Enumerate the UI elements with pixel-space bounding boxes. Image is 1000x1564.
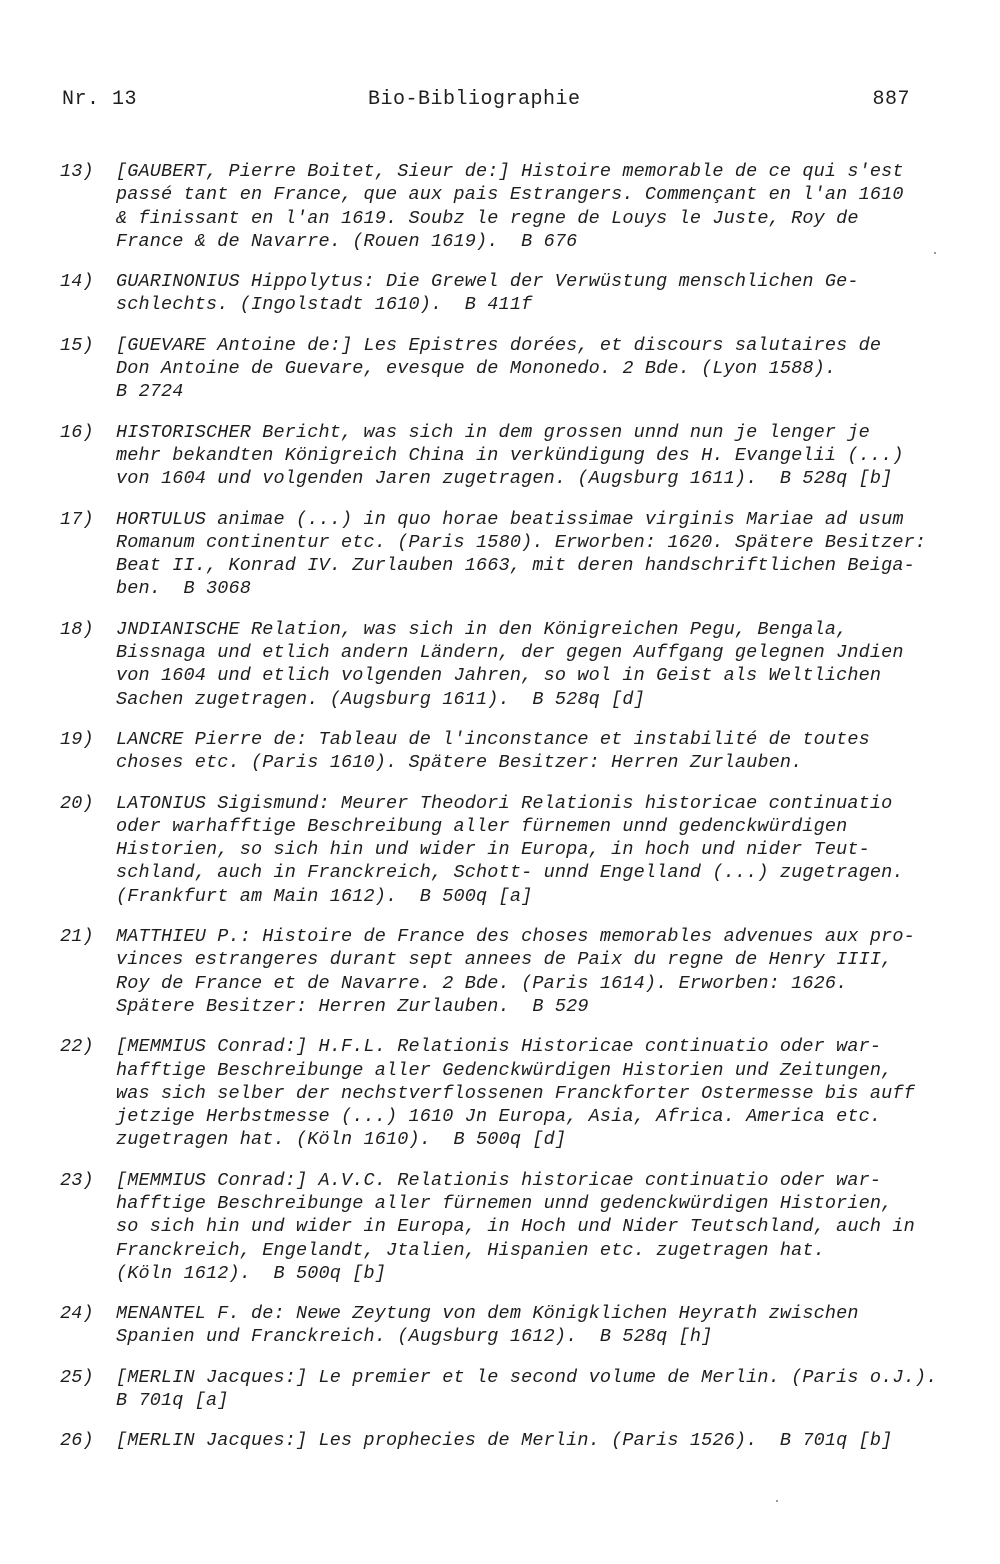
entry-text-line: Don Antoine de Guevare, evesque de Mononedo. 2 Bde. (Lyon 1588). <box>116 358 837 380</box>
entry-text-line: MENANTEL F. de: Newe Zeytung von dem Königklichen Heyrath zwischen <box>116 1303 859 1325</box>
entry-text-line: Beat II., Konrad IV. Zurlauben 1663, mit deren handschriftlichen Beiga- <box>116 555 915 577</box>
entry-text-line: Spanien und Franckreich. (Augsburg 1612). B 528q [h] <box>116 1326 713 1348</box>
entry-number: 18) <box>60 618 94 640</box>
entry-number: 16) <box>60 421 94 443</box>
entry-text-line: JNDIANISCHE Relation, was sich in den Königreichen Pegu, Bengala, <box>116 618 848 640</box>
scan-speck <box>934 252 936 254</box>
entry-text-line: (Frankfurt am Main 1612). B 500q [a] <box>116 885 533 907</box>
entry-text-line: MATTHIEU P.: Histoire de France des choses memorables advenues aux pro- <box>116 926 915 948</box>
entry-text-line: [MERLIN Jacques:] Le premier et le second volume de Merlin. (Paris o.J.). <box>116 1366 938 1388</box>
entry-text-line: LATONIUS Sigismund: Meurer Theodori Relationis historicae continuatio <box>116 792 893 814</box>
entry-text-line: Spätere Besitzer: Herren Zurlauben. B 529 <box>116 995 589 1017</box>
entry-range-label: Nr. 13 <box>62 88 138 111</box>
bibliography-entry <box>60 925 940 1018</box>
entry-text-line: [MERLIN Jacques:] Les prophecies de Merlin. (Paris 1526). B 701q [b] <box>116 1430 893 1452</box>
entry-text-line: schland, auch in Franckreich, Schott- unnd Engelland (...) zugetragen. <box>116 862 904 884</box>
bibliography-entry <box>60 1429 940 1452</box>
entry-text-line: Roy de France et de Navarre. 2 Bde. (Paris 1614). Erworben: 1626. <box>116 972 848 994</box>
entry-text-line: Romanum continentur etc. (Paris 1580). Erworben: 1620. Spätere Besitzer: <box>116 531 927 553</box>
entry-number: 25) <box>60 1366 94 1388</box>
running-title: Bio-Bibliographie <box>368 88 581 111</box>
entry-text-line: [MEMMIUS Conrad:] A.V.C. Relationis historicae continuatio oder war- <box>116 1169 882 1191</box>
entry-text-line: [MEMMIUS Conrad:] H.F.L. Relationis Historicae continuatio oder war- <box>116 1036 882 1058</box>
bibliography-entry <box>60 421 940 491</box>
entry-number: 24) <box>60 1303 94 1325</box>
entry-text-line: [GUEVARE Antoine de:] Les Epistres dorées, et discours salutaires de <box>116 334 882 356</box>
entry-text-line: hafftige Beschreibunge aller Gedenckwürdigen Historien und Zeitungen, <box>116 1059 893 1081</box>
entry-text-line: Franckreich, Engelandt, Jtalien, Hispanien etc. zugetragen hat. <box>116 1239 825 1261</box>
entry-text-line: Historien, so sich hin und wider in Europa, in hoch und nider Teut- <box>116 839 870 861</box>
entry-text-line: von 1604 und volgenden Jaren zugetragen. (Augsburg 1611). B 528q [b] <box>116 468 893 490</box>
entry-text-line: Bissnaga und etlich andern Ländern, der gegen Auffgang gelegnen Jndien <box>116 642 904 664</box>
entry-text-line: GUARINONIUS Hippolytus: Die Grewel der Verwüstung menschlichen Ge- <box>116 271 859 293</box>
entry-text-line: choses etc. (Paris 1610). Spätere Besitzer: Herren Zurlauben. <box>116 752 803 774</box>
entry-text-line: ben. B 3068 <box>116 578 252 600</box>
entry-number: 20) <box>60 792 94 814</box>
entry-text-line: passé tant en France, que aux pais Estrangers. Commençant en l'an 1610 <box>116 184 904 206</box>
entry-text-line: oder warhafftige Beschreibung aller fürnemen unnd gedenckwürdigen <box>116 815 848 837</box>
page-header <box>62 88 910 116</box>
bibliography-entry <box>60 1035 940 1151</box>
entry-text-line: B 701q [a] <box>116 1390 229 1412</box>
entry-text-line: HORTULUS animae (...) in quo horae beatissimae virginis Mariae ad usum <box>116 508 904 530</box>
entry-text-line: schlechts. (Ingolstadt 1610). B 411f <box>116 294 533 316</box>
entry-text-line: zugetragen hat. (Köln 1610). B 500q [d] <box>116 1129 567 1151</box>
page-number: 887 <box>872 88 910 111</box>
entry-number: 15) <box>60 334 94 356</box>
bibliography-entry <box>60 334 940 404</box>
entry-text-line: jetzige Herbstmesse (...) 1610 Jn Europa, Asia, Africa. America etc. <box>116 1106 882 1128</box>
entry-number: 19) <box>60 728 94 750</box>
entry-text-line: LANCRE Pierre de: Tableau de l'inconstance et instabilité de toutes <box>116 728 870 750</box>
entry-text-line: mehr bekandten Königreich China in verkündigung des H. Evangelii (...) <box>116 444 904 466</box>
entry-number: 14) <box>60 271 94 293</box>
bibliography-entry <box>60 270 940 317</box>
entry-text-line: & finissant en l'an 1619. Soubz le regne de Louys le Juste, Roy de <box>116 207 859 229</box>
entry-text-line: vinces estrangeres durant sept annees de Paix du regne de Henry IIII, <box>116 949 893 971</box>
bibliography-entry <box>60 618 940 711</box>
entry-number: 23) <box>60 1169 94 1191</box>
entry-number: 13) <box>60 161 94 182</box>
bibliography-entry <box>60 160 940 253</box>
bibliography-entry <box>60 792 940 908</box>
bibliography-entry <box>60 1302 940 1349</box>
bibliography-entry <box>60 508 940 601</box>
entry-text-line: Sachen zugetragen. (Augsburg 1611). B 528q [d] <box>116 688 645 710</box>
entry-text-line: so sich hin und wider in Europa, in Hoch und Nider Teutschland, auch in <box>116 1216 915 1238</box>
entry-number: 17) <box>60 508 94 530</box>
bibliography-list <box>60 160 940 1470</box>
entry-text-line: [GAUBERT, Pierre Boitet, Sieur de:] Histoire memorable de ce qui s'est <box>116 161 904 182</box>
bibliography-entry <box>60 728 940 775</box>
entry-number: 22) <box>60 1036 94 1058</box>
entry-text-line: B 2724 <box>116 381 184 403</box>
entry-text-line: hafftige Beschreibunge aller fürnemen unnd gedenckwürdigen Historien, <box>116 1192 893 1214</box>
entry-number: 26) <box>60 1430 94 1452</box>
entry-text-line: HISTORISCHER Bericht, was sich in dem grossen unnd nun je lenger je <box>116 421 870 443</box>
bibliography-entry <box>60 1169 940 1285</box>
entry-text-line: (Köln 1612). B 500q [b] <box>116 1262 387 1284</box>
entry-text-line: France & de Navarre. (Rouen 1619). B 676 <box>116 230 578 252</box>
entry-text-line: von 1604 und etlich volgenden Jahren, so wol in Geist als Weltlichen <box>116 665 882 687</box>
scan-speck <box>776 1500 778 1502</box>
entry-text-line: was sich selber der nechstverflossenen Franckforter Ostermesse bis auff <box>116 1082 915 1104</box>
entry-number: 21) <box>60 926 94 948</box>
bibliography-entry <box>60 1366 940 1413</box>
